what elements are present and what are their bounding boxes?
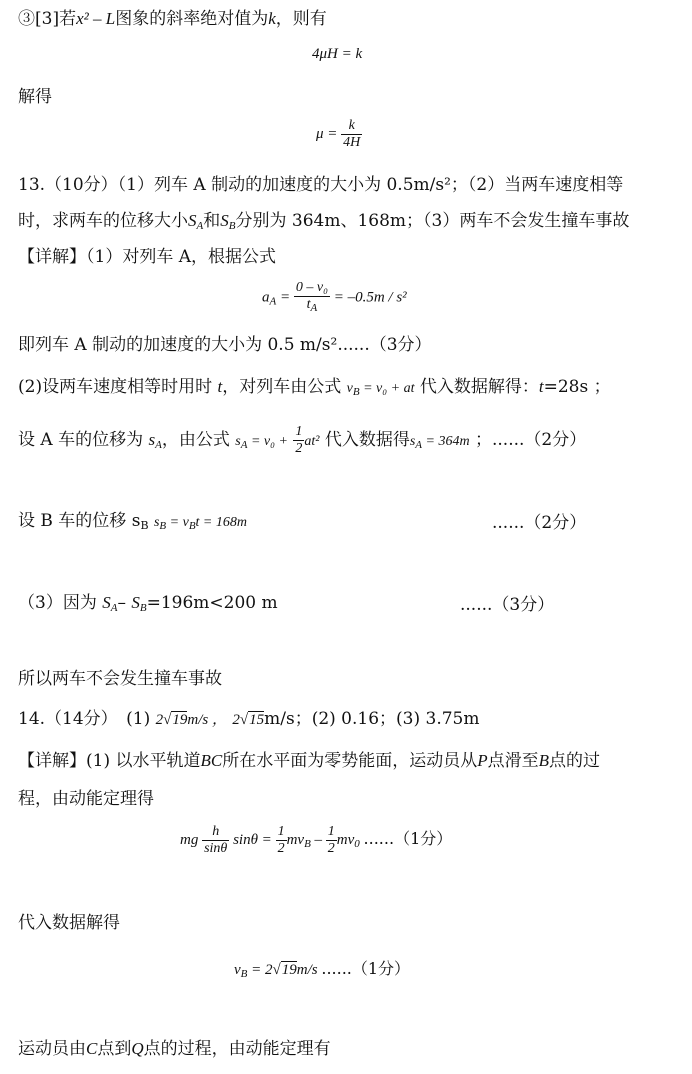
line-compare: （3）因为 $S_A-$ $S_B=196m<200$ m [18, 593, 278, 614]
detail-2-line1: 【详解】(1) 以水平轨道BC所在水平面为零势能面，运动员从P点滑至B点的过 [18, 751, 600, 771]
detail-1: 【详解】（1）对列车 A，根据公式 [18, 247, 276, 267]
equation-energy: mg $\frac{h}{\sin\theta}$ sinθ = $\frac{1}{2}$ $mv_B$ – $\frac{1}{2}$ $mv_0$ ......（1分） [180, 824, 453, 856]
equation-vB: $v_B = 2√19m/s$ ......（1分） [234, 959, 411, 980]
score-3: ......（3分） [460, 595, 555, 615]
line-displacement-A: 设 A 车的位移为 $s_A$，由公式 $s_A = v_0$ + $\frac{1}{2}$ at² 代入数据得$s_A = 364m$ ；......（2分） [18, 424, 587, 456]
line-3-intro: ③[3]若x² – L图象的斜率绝对值为k，则有 [18, 9, 327, 29]
line-conclusion: 所以两车不会发生撞车事故 [18, 669, 222, 689]
line-substitute: 代入数据解得 [18, 913, 120, 933]
line-displacement-B: 设 B 车的位移 $s_B$ $s_B = v_Bt = 168m$ [18, 511, 247, 532]
line-C-to-Q: 运动员由C点到Q点的过程，由动能定理有 [18, 1039, 331, 1059]
q13-line1: 13.（10分）（1）列车 A 制动的加速度的大小为 0.5m/s²；（2）当两车速度相等 [18, 175, 624, 195]
text-solve: 解得 [18, 87, 52, 107]
equation-4muH: 4μH = k [312, 46, 363, 62]
line-accel: 即列车 A 制动的加速度的大小为 0.5 m/s²......（3分） [18, 335, 432, 355]
score-2: ......（2分） [492, 513, 587, 533]
q14-line: 14.（14分） (1) 2√19m/s ， 2√15m/s；(2) 0.16；(3) 3.75m [18, 709, 480, 729]
q13-line2: 时，求两车的位移大小$S_A$和$S_B$分别为 364m、168m；（3）两车不会发生撞车事故 [18, 211, 630, 232]
detail-2-line2: 程，由动能定理得 [18, 789, 154, 809]
equation-aA: $a_A$ = $\frac{\text{0 – v₀}}{t_A}$ = –0.5m / s² [262, 280, 407, 314]
line-time: (2)设两车速度相等时用时 t，对列车由公式 $v_B = v_0$ + at 代入数据解得：t=28s ； [18, 377, 611, 398]
equation-mu: μ = $\frac{k}{4H}$ [316, 118, 361, 150]
